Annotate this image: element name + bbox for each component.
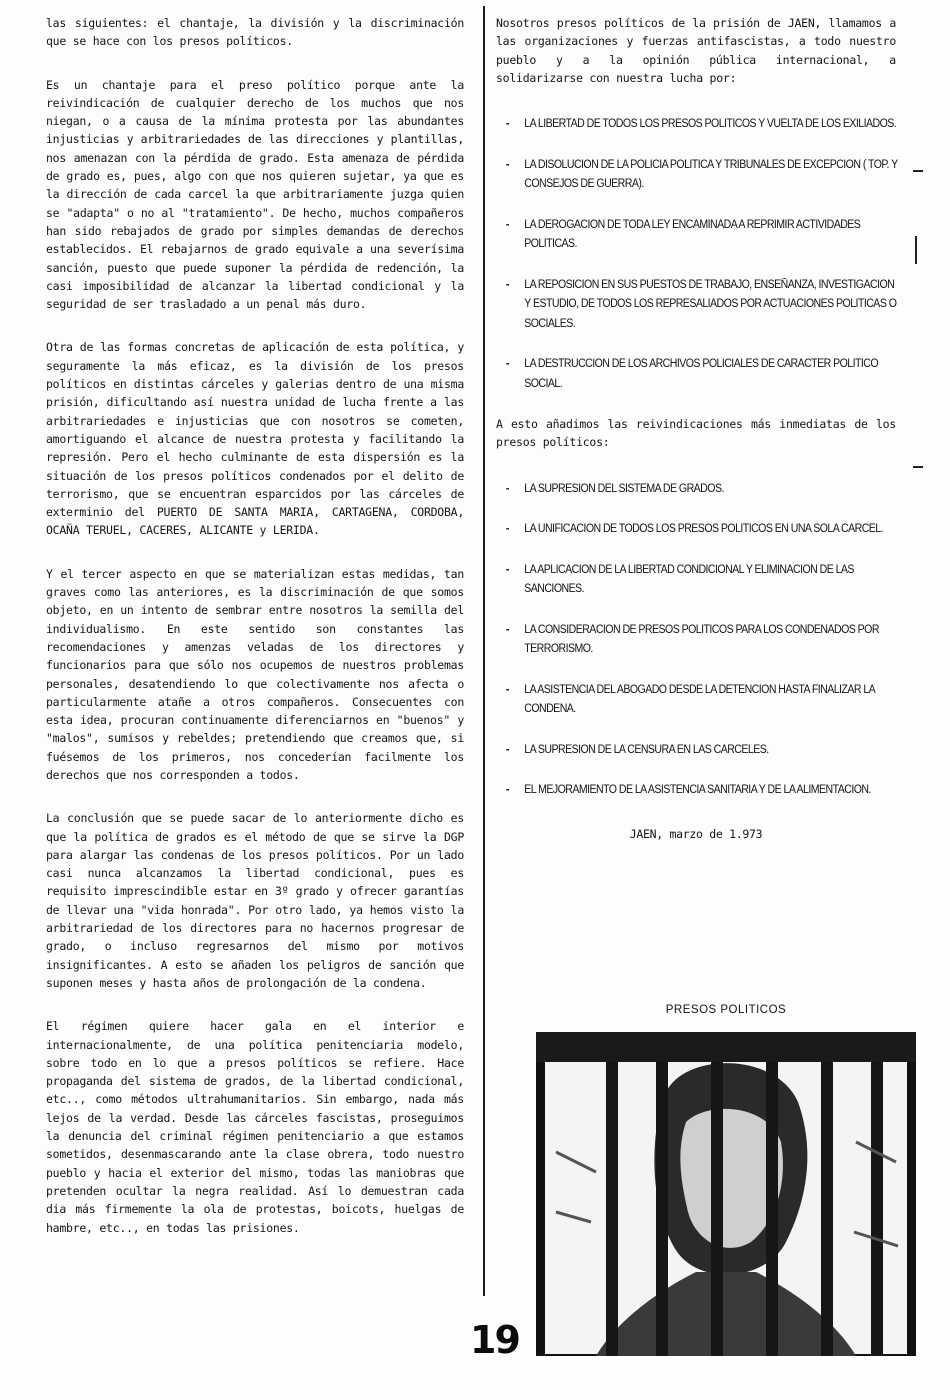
margin-mark (913, 170, 923, 172)
poster (536, 1004, 916, 1356)
list-item: - LA DISOLUCION DE LA POLICIA POLITICA Y TRIBUNALES DE EXCEPCION ( TOP. Y CONSEJOS DE GUERRA). (504, 156, 900, 195)
poster-title: PRESOS POLITICOS (665, 1004, 787, 1016)
immediate-demands-intro: A esto añadimos las reivindicaciones más inmediatas de los presos políticos: (496, 417, 896, 450)
list-item: - LA UNIFICACION DE TODOS LOS PRESOS POLITICOS EN UNA SOLA CARCEL. (504, 520, 900, 540)
right-column (496, 14, 896, 841)
paragraph: Y el tercer aspecto en que se materializan estas medidas, tan graves como las anteriores, es la discriminación de que somos objeto, en un intento de sembrar entre nosotros la semilla del individualismo. En este sentido son constantes las recomendaciones y amenzas veladas de los directores y funcionarios para que sólo nos ocupemos de nuestros problemas personales, desatendiendo lo que colectivamente nos afecta o particularmente atañe a otros compañeros. Consecuentes con esta idea, procuran continuamente diferenciarnos en "buenos" y "malos", sumisos y rebeldes; pretendiendo que creamos que, si fuésemos de los primeros, nos concederían facilmente los derechos que nos corresponden a todos. (46, 566, 464, 782)
paragraph: Otra de las formas concretas de aplicación de esta política, y seguramente la más eficaz, es la división de los presos políticos en distintas cárceles y galerias dentro de una misma prisión, dificultando así nuestra unidad de lucha frente a las arbitrariedades e injusticias que con nosotros se cometen, amortiguando el alcance de nuestra protesta y facilitando la represión. Pero el hecho culminante de esta dispersión es la situación de los presos políticos condenados por el delito de terrorismo, que se encuentran esparcidos por las cárceles de exterminio del PUERTO DE SANTA MARIA, CARTAGENA, CORDOBA, OCAÑA TERUEL, CACERES, ALICANTE y LERIDA. (46, 340, 464, 538)
paragraph: La conclusión que se puede sacar de lo anteriormente dicho es que la política de grados es el método de que se sirve la DGP para alargar las condenas de los presos políticos. Por un lado casi nunca alcanzamos la libertad condicional, pues es requisito imprescindible estar en 3º grado y ofrecer garantías de llevar una "vida honrada". Por otro lado, ya hemos visto la arbitrariedad de los directores para no hacernos progresar de grado, o incluso regresarnos del mismo por motivos insignificantes. A esto se añaden los peligros de sanción que suponen meses y hasta años de prolongación de la condena. (46, 811, 464, 990)
margin-mark (915, 236, 917, 264)
prisoner-behind-bars-illustration (536, 1032, 916, 1356)
paragraph: Es un chantaje para el preso político porque ante la reivindicación de cualquier derecho de los muchos que nos niegan, o a causa de la mínima protesta por las abundantes injusticias y arbitrariedades de las direcciones y plantillas, nos amenazan con la pérdida de grado. Esta amenaza de pérdida de grado es, pues, algo con que nos quieren sujetar, ya que es la dirección de cada carcel la que arbitrariamente juzga quien se "adapta" o no al "tratamiento". De hecho, muchos compañeros han sido rebajados de grado por simples demandas de derechos establecidos. El rebajarnos de grado equivale a una severísima sanción, puesto que puede suponer la pérdida de redención, la casi imposibilidad de alcanzar la libertad condicional y la seguridad de ser trasladado a un penal más duro. (46, 77, 464, 312)
call-to-action-paragraph: Nosotros presos políticos de la prisión de JAEN, llamamos a las organizaciones y fuerzas antifascistas, a todo nuestro pueblo y a la opinión pública internacional, a solidarizarse con nuestra lucha por: (496, 16, 896, 85)
list-item: - LA DESTRUCCION DE LOS ARCHIVOS POLICIALES DE CARACTER POLITICO SOCIAL. (504, 355, 900, 394)
margin-mark (913, 466, 923, 468)
list-item: - LA SUPRESION DEL SISTEMA DE GRADOS. (504, 480, 900, 500)
page-number: 19 (470, 1318, 519, 1362)
column-divider (483, 6, 485, 1296)
list-item: - LA ASISTENCIA DEL ABOGADO DESDE LA DETENCION HASTA FINALIZAR LA CONDENA. (504, 681, 900, 720)
list-item: - LA CONSIDERACION DE PRESOS POLITICOS PARA LOS CONDENADOS POR TERRORISMO. (504, 621, 900, 660)
demands-list (496, 115, 896, 394)
immediate-demands-list (496, 480, 896, 801)
list-item: - LA SUPRESION DE LA CENSURA EN LAS CARCELES. (504, 741, 900, 761)
list-item: - LA APLICACION DE LA LIBERTAD CONDICIONAL Y ELIMINACION DE LAS SANCIONES. (504, 561, 900, 600)
paragraph: El régimen quiere hacer gala en el interior e internacionalmente, de una política penitenciaria modelo, sobre todo en lo que a presos políticos se refiere. Hace propaganda del sistema de grados, de la libertad condicional, etc.., como métodos ultrahumanitarios. Sin embargo, nada más lejos de la verdad. Desde las cárceles fascistas, proseguimos la denuncia del criminal régimen penitenciario a que estamos sometidos, desenmascarando ante la clase obrera, todo nuestro pueblo y hacia el exterior del mismo, todas las maniobras que pretenden ocultar la negra realidad. Así lo demuestran cada dia más firmemente la ola de protestas, boicots, huelgas de hambre, etc.., en todas las prisiones. (46, 1019, 464, 1235)
paragraph: las siguientes: el chantaje, la división y la discriminación que se hace con los presos políticos. (46, 16, 464, 49)
signoff-date: JAEN, marzo de 1.973 (629, 826, 763, 841)
list-item: - LA DEROGACION DE TODA LEY ENCAMINADA A REPRIMIR ACTIVIDADES POLITICAS. (504, 216, 900, 255)
list-item: - LA LIBERTAD DE TODOS LOS PRESOS POLITICOS Y VUELTA DE LOS EXILIADOS. (504, 115, 900, 135)
list-item: - LA REPOSICION EN SUS PUESTOS DE TRABAJO, ENSEÑANZA, INVESTIGACION Y ESTUDIO, DE TODOS LOS REPRESALIADOS POR ACTUACIONES POLITICAS O SOCIALES. (504, 276, 900, 335)
left-column (46, 14, 464, 1262)
list-item: - EL MEJORAMIENTO DE LA ASISTENCIA SANITARIA Y DE LA ALIMENTACION. (504, 781, 900, 801)
